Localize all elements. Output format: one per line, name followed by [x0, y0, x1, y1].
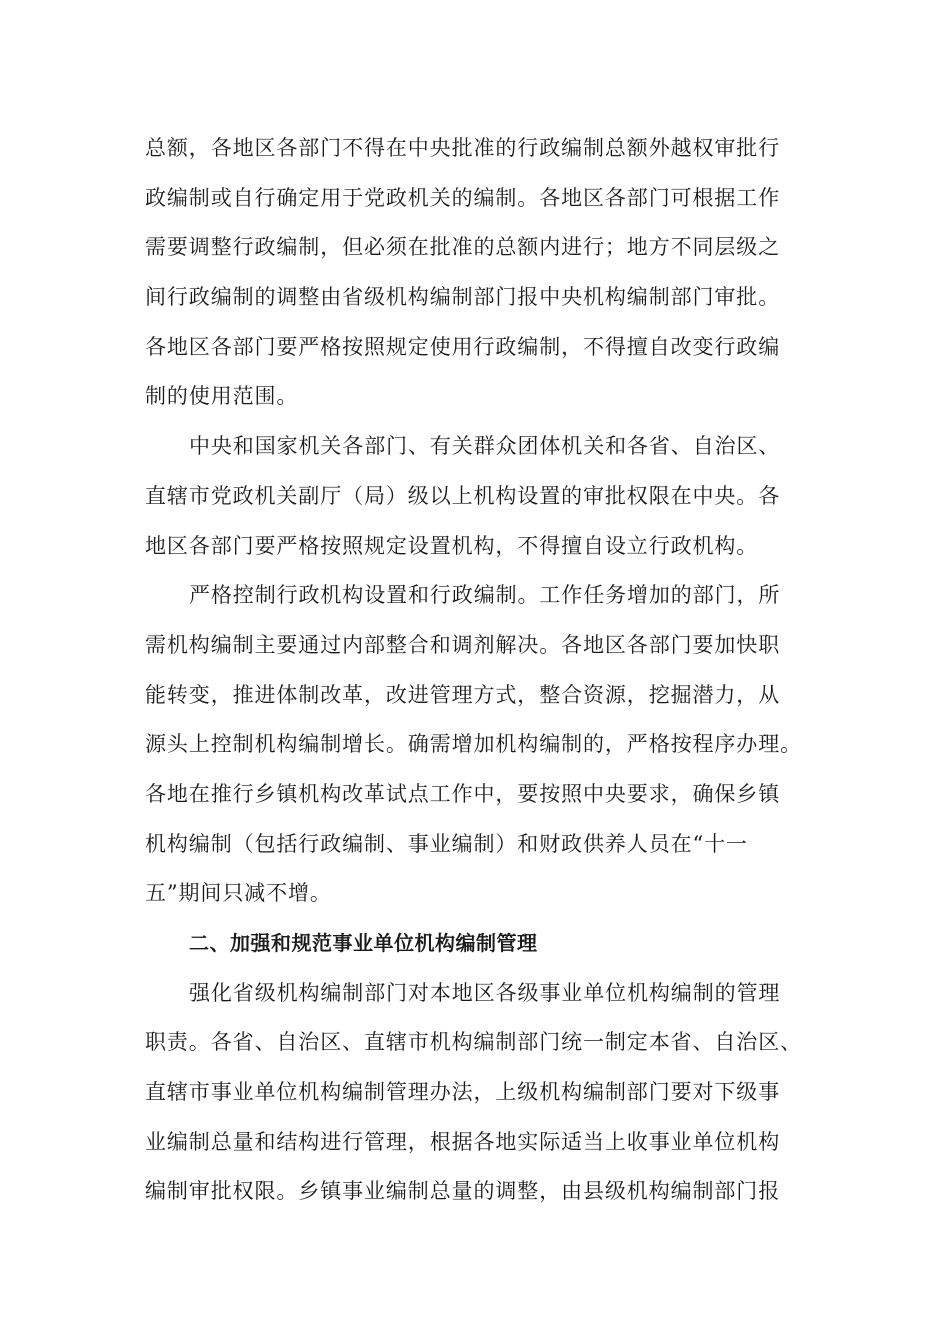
paragraph [145, 973, 805, 1221]
text-line: 各地在推行乡镇机构改革试点工作中，要按照中央要求，确保乡镇 [145, 781, 781, 806]
text-line: 政编制或自行确定用于党政机关的编制。各地区各部门可根据工作 [145, 185, 781, 210]
paragraph [145, 426, 805, 575]
text-line: 需机构编制主要通过内部整合和调剂解决。各地区各部门要加快职 [145, 632, 781, 657]
text-line: 强化省级机构编制部门对本地区各级事业单位机构编制的管理 [189, 980, 781, 1005]
text-line: 直辖市事业单位机构编制管理办法，上级机构编制部门要对下级事 [145, 1080, 781, 1105]
text-line: 业编制总量和结构进行管理，根据各地实际适当上收事业单位机构 [145, 1129, 781, 1154]
text-line: 总额，各地区各部门不得在中央批准的行政编制总额外越权审批行 [145, 136, 781, 160]
paragraph [145, 575, 805, 923]
text-line: 源头上控制机构编制增长。确需增加机构编制的，严格按程序办理。 [145, 732, 802, 757]
paragraph [145, 128, 805, 426]
text-line: 编制审批权限。乡镇事业编制总量的调整，由县级机构编制部门报 [145, 1179, 781, 1204]
text-line: 间行政编制的调整由省级机构编制部门报中央机构编制部门审批。 [145, 285, 781, 310]
text-line: 机构编制（包括行政编制、事业编制）和财政供养人员在“十一 [145, 831, 748, 856]
text-line: 严格控制行政机构设置和行政编制。工作任务增加的部门，所 [189, 583, 781, 608]
text-line: 需要调整行政编制，但必须在批准的总额内进行；地方不同层级之 [145, 235, 781, 260]
text-line: 地区各部门要严格按照规定设置机构，不得擅自设立行政机构。 [145, 533, 759, 558]
section-heading: 二、加强和规范事业单位机构编制管理 [189, 931, 538, 955]
text-line: 职责。各省、自治区、直辖市机构编制部门统一制定本省、自治区、 [145, 1030, 802, 1055]
text-line: 能转变，推进体制改革，改进管理方式，整合资源，挖掘潜力，从 [145, 682, 781, 707]
text-line: 制的使用范围。 [145, 384, 299, 409]
text-line: 中央和国家机关各部门、有关群众团体机关和各省、自治区、 [189, 434, 781, 459]
text-line: 直辖市党政机关副厅（局）级以上机构设置的审批权限在中央。各 [145, 483, 781, 508]
text-line: 各地区各部门要严格按照规定使用行政编制，不得擅自改变行政编 [145, 334, 781, 359]
document-body [145, 128, 805, 1221]
text-line: 五”期间只减不增。 [145, 881, 332, 906]
